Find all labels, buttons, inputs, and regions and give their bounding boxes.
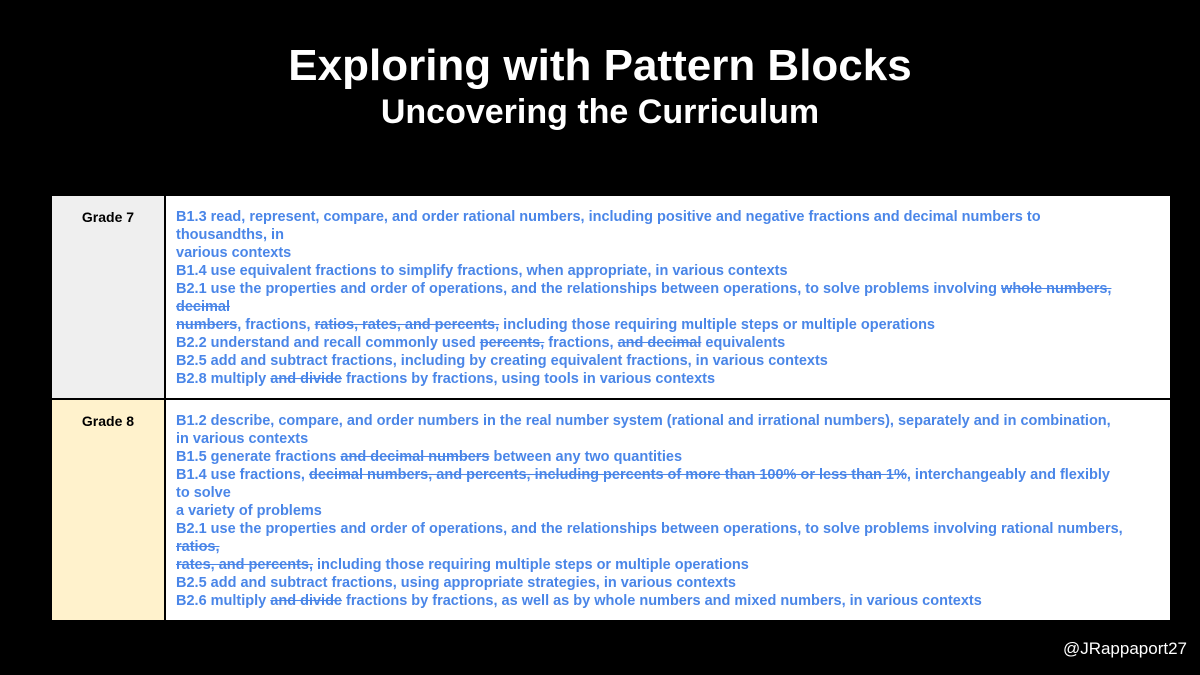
struck-text: percents, <box>479 335 545 351</box>
expectation-line <box>176 430 1158 448</box>
expectation-text: thousandths, in <box>176 227 284 243</box>
expectation-text: to solve <box>176 485 231 501</box>
expectations-cell <box>165 195 1171 399</box>
expectation-text: fractions, <box>544 335 618 351</box>
expectation-text: B2.1 use the properties and order of operations, and the relationships between operations, to solve problems involving rational numbers, <box>176 521 1123 537</box>
expectation-text: including those requiring multiple steps or multiple operations <box>313 557 749 573</box>
expectation-line <box>176 262 1158 280</box>
page-title: Exploring with Pattern Blocks <box>288 41 912 90</box>
struck-text: whole numbers, <box>1001 281 1112 297</box>
struck-text: and decimal numbers <box>340 449 490 465</box>
expectation-text: B1.5 generate fractions <box>176 449 341 465</box>
struck-text: decimal <box>176 299 230 315</box>
author-handle: @JRappaport27 <box>1062 639 1187 658</box>
struck-text: and decimal <box>617 335 702 351</box>
expectation-line <box>176 316 1158 334</box>
expectation-text: B2.6 multiply <box>176 593 271 609</box>
curriculum-table <box>50 194 1172 622</box>
expectation-text: various contexts <box>176 245 292 261</box>
struck-text: and divide <box>270 371 342 387</box>
expectation-text: , fractions, <box>237 317 315 333</box>
expectation-line <box>176 466 1158 484</box>
struck-text: and divide <box>270 593 342 609</box>
expectation-line <box>176 334 1158 352</box>
expectation-text: including those requiring multiple steps or multiple operations <box>499 317 935 333</box>
expectation-line <box>176 556 1158 574</box>
struck-text: ratios, rates, and percents, <box>314 317 500 333</box>
expectation-line <box>176 298 1158 316</box>
expectation-line <box>176 520 1158 538</box>
expectation-text: fractions by fractions, using tools in various contexts <box>342 371 716 387</box>
struck-text: ratios, <box>176 539 220 555</box>
expectation-text: B1.4 use equivalent fractions to simplify fractions, when appropriate, in various contexts <box>176 263 788 279</box>
expectations-cell <box>165 399 1171 621</box>
expectation-text: B2.5 add and subtract fractions, including by creating equivalent fractions, in various contexts <box>176 353 828 369</box>
table-row-grade-7 <box>51 195 1171 399</box>
expectation-line <box>176 370 1158 388</box>
expectation-text: B2.5 add and subtract fractions, using appropriate strategies, in various contexts <box>176 575 736 591</box>
expectation-text: in various contexts <box>176 431 309 447</box>
expectation-text: fractions by fractions, as well as by whole numbers and mixed numbers, in various contexts <box>342 593 982 609</box>
table-row-grade-8 <box>51 399 1171 621</box>
page-subtitle: Uncovering the Curriculum <box>380 93 820 131</box>
expectation-text: a variety of problems <box>176 503 322 519</box>
expectation-line <box>176 208 1158 226</box>
expectation-line <box>176 538 1158 556</box>
expectation-text: , interchangeably and flexibly <box>906 467 1110 483</box>
expectation-line <box>176 592 1158 610</box>
expectation-line <box>176 280 1158 298</box>
grade-label: Grade 8 <box>51 399 165 621</box>
expectation-line <box>176 574 1158 592</box>
expectation-line <box>176 484 1158 502</box>
struck-text: numbers <box>176 317 238 333</box>
grade-label: Grade 7 <box>51 195 165 399</box>
expectation-text: B2.8 multiply <box>176 371 271 387</box>
struck-text: decimal numbers, and percents, including percents of more than 100% or less than 1% <box>308 467 907 483</box>
expectation-text: B1.2 describe, compare, and order numbers in the real number system (rational and irrational numbers), separately and in combination, <box>176 413 1111 429</box>
expectation-line <box>176 412 1158 430</box>
expectation-line <box>176 448 1158 466</box>
expectation-text: B2.2 understand and recall commonly used <box>176 335 480 351</box>
expectation-text: B1.4 use fractions, <box>176 467 309 483</box>
expectation-line <box>176 244 1158 262</box>
expectation-text: equivalents <box>701 335 786 351</box>
expectation-line <box>176 226 1158 244</box>
expectation-text: between any two quantities <box>489 449 683 465</box>
expectation-line <box>176 352 1158 370</box>
expectation-line <box>176 502 1158 520</box>
expectation-text: B1.3 read, represent, compare, and order rational numbers, including positive and negative fractions and decimal numbers to <box>176 209 1041 225</box>
struck-text: rates, and percents, <box>176 557 313 573</box>
expectation-text: B2.1 use the properties and order of operations, and the relationships between operations, to solve problems involving <box>176 281 1002 297</box>
